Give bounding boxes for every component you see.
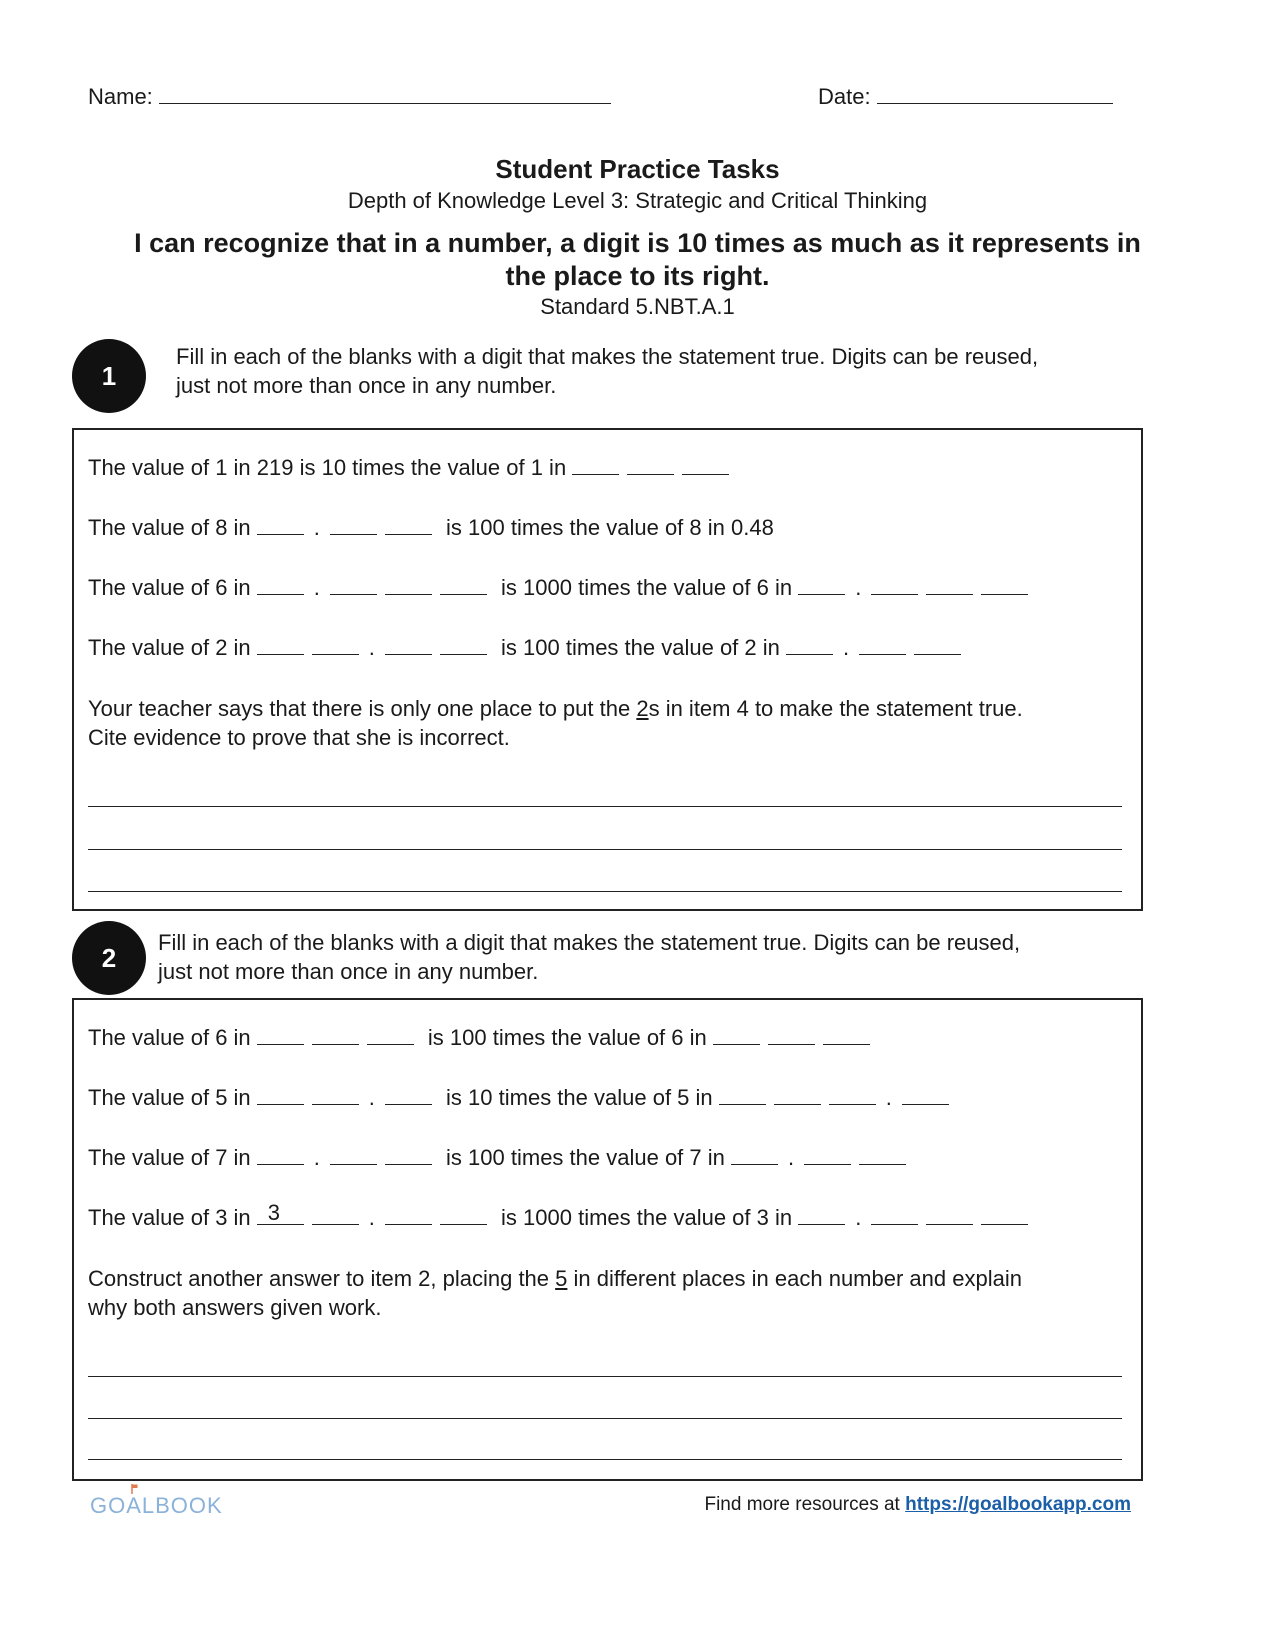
answer-blank[interactable]	[385, 1144, 432, 1165]
answer-blank[interactable]	[859, 1144, 906, 1165]
task-2-item-1-text-a: The value of 6 in	[88, 1025, 251, 1050]
task-1-item-4-text-b: is 100 times the value of 2 in	[501, 635, 780, 660]
answer-blank[interactable]	[823, 1024, 870, 1045]
answer-blank[interactable]	[902, 1084, 949, 1105]
task-1-writing-line[interactable]	[88, 891, 1122, 892]
decimal-point: .	[368, 1085, 375, 1110]
decimal-point: .	[313, 1145, 320, 1170]
task-1-item-3-text-b: is 1000 times the value of 6 in	[501, 575, 793, 600]
task-1-question-post: s in item 4 to make the statement true.	[648, 696, 1023, 721]
task-2-question-pre: Construct another answer to item 2, placing the	[88, 1266, 556, 1291]
task-2-item-4-text-b: is 1000 times the value of 3 in	[501, 1205, 793, 1230]
name-field[interactable]	[88, 84, 611, 110]
answer-blank[interactable]	[713, 1024, 760, 1045]
answer-blank-filled[interactable]	[257, 1200, 304, 1225]
answer-blank[interactable]	[981, 1204, 1028, 1225]
decimal-point: .	[368, 635, 375, 660]
answer-blank[interactable]	[330, 1144, 377, 1165]
task-2-question-line-2: why both answers given work.	[88, 1295, 382, 1320]
objective-line-2: the place to its right.	[505, 261, 770, 291]
decimal-point: .	[843, 635, 850, 660]
task-2-writing-line[interactable]	[88, 1376, 1122, 1377]
task-1-number: 1	[101, 360, 117, 391]
footer-resources	[704, 1494, 1131, 1516]
task-2-item-1-text-b: is 100 times the value of 6 in	[427, 1025, 707, 1050]
decimal-point: .	[313, 515, 320, 540]
task-2-instruction-line-1: Fill in each of the blanks with a digit that makes the statement true. Digits can be reused,	[158, 930, 1021, 955]
answer-blank[interactable]	[257, 1144, 304, 1165]
task-2-item-3-text-b: is 100 times the value of 7 in	[446, 1145, 725, 1170]
answer-blank[interactable]	[440, 574, 487, 595]
answer-blank[interactable]	[627, 454, 674, 475]
answer-blank[interactable]	[719, 1084, 766, 1105]
task-2-item-3-text-a: The value of 7 in	[88, 1145, 251, 1170]
task-2-question	[88, 1264, 1128, 1322]
task-2-instruction-line-2: just not more than once in any number.	[158, 959, 539, 984]
goalbook-link[interactable]: https://goalbookapp.com	[905, 1494, 1131, 1515]
task-1-number-badge	[72, 339, 146, 413]
task-1-writing-line[interactable]	[88, 849, 1122, 850]
task-2-question-digit: 5	[555, 1266, 568, 1291]
decimal-point: .	[313, 575, 320, 600]
flag-icon	[131, 1484, 139, 1494]
answer-blank[interactable]	[385, 1084, 432, 1105]
task-2-item-3	[88, 1144, 914, 1172]
task-2-writing-line[interactable]	[88, 1459, 1122, 1460]
answer-blank[interactable]	[330, 514, 377, 535]
task-2-number-badge	[72, 921, 146, 995]
answer-blank[interactable]	[257, 514, 304, 535]
task-1-question-line-2: Cite evidence to prove that she is incorrect.	[88, 725, 510, 750]
date-blank[interactable]	[877, 85, 1113, 104]
task-2-item-2	[88, 1084, 957, 1112]
answer-blank[interactable]	[312, 1024, 359, 1045]
task-1-question-digit: 2	[636, 696, 649, 721]
answer-blank[interactable]	[731, 1144, 778, 1165]
answer-blank[interactable]	[774, 1084, 821, 1105]
task-1-instruction	[176, 342, 1038, 400]
answer-blank[interactable]	[914, 634, 961, 655]
answer-blank[interactable]	[786, 634, 833, 655]
objective-line-1: I can recognize that in a number, a digit is 10 times as much as it represents in	[134, 228, 1141, 258]
footer-text: Find more resources at	[704, 1494, 906, 1515]
task-1-item-3	[88, 574, 1036, 602]
task-1-item-2-text-a: The value of 8 in	[88, 515, 251, 540]
task-2-writing-line[interactable]	[88, 1418, 1122, 1419]
answer-blank[interactable]	[871, 1204, 918, 1225]
page-subtitle: Depth of Knowledge Level 3: Strategic and Critical Thinking	[347, 188, 928, 213]
standard-label: Standard 5.NBT.A.1	[540, 294, 735, 319]
task-1-instruction-line-1: Fill in each of the blanks with a digit that makes the statement true. Digits can be reused,	[176, 344, 1039, 369]
task-2-question-post: in different places in each number and explain	[567, 1266, 1022, 1291]
task-2-instruction	[158, 928, 1020, 986]
task-1-item-1	[88, 454, 737, 482]
task-2-item-2-text-b: is 10 times the value of 5 in	[446, 1085, 713, 1110]
answer-blank[interactable]	[926, 574, 973, 595]
answer-blank[interactable]	[257, 634, 304, 655]
answer-blank[interactable]	[798, 574, 845, 595]
answer-blank[interactable]	[385, 1204, 432, 1225]
decimal-point: .	[788, 1145, 795, 1170]
task-2-item-4-text-a: The value of 3 in	[88, 1205, 251, 1230]
answer-blank[interactable]	[385, 634, 432, 655]
answer-blank[interactable]	[312, 1084, 359, 1105]
decimal-point: .	[885, 1085, 892, 1110]
task-1-question	[88, 694, 1128, 752]
task-2-number: 2	[101, 942, 117, 973]
date-label: Date:	[818, 84, 871, 109]
name-label: Name:	[88, 84, 153, 109]
task-1-item-2-text-b: is 100 times the value of 8 in 0.48	[446, 515, 774, 540]
answer-blank[interactable]	[804, 1144, 851, 1165]
answer-blank[interactable]	[385, 574, 432, 595]
answer-blank[interactable]	[330, 574, 377, 595]
answer-blank[interactable]	[367, 1024, 414, 1045]
answer-blank[interactable]	[859, 634, 906, 655]
date-field[interactable]	[818, 84, 1113, 110]
answer-blank[interactable]	[981, 574, 1028, 595]
decimal-point: .	[855, 1205, 862, 1230]
goalbook-logo-text: GOALBOOK	[90, 1493, 223, 1518]
task-2-box	[72, 998, 1143, 1481]
task-2-item-2-text-a: The value of 5 in	[88, 1085, 251, 1110]
answer-blank[interactable]	[682, 454, 729, 475]
answer-blank[interactable]	[798, 1204, 845, 1225]
answer-blank[interactable]	[440, 634, 487, 655]
task-2-item-1	[88, 1024, 878, 1052]
name-blank[interactable]	[159, 85, 611, 104]
answer-blank[interactable]	[440, 1204, 487, 1225]
answer-blank[interactable]	[312, 1204, 359, 1225]
task-1-item-4-text-a: The value of 2 in	[88, 635, 251, 660]
answer-blank[interactable]	[572, 454, 619, 475]
task-1-box	[72, 428, 1143, 911]
answer-blank[interactable]	[871, 574, 918, 595]
task-1-item-4	[88, 634, 969, 662]
task-1-item-2	[88, 514, 774, 542]
task-1-instruction-line-2: just not more than once in any number.	[176, 373, 557, 398]
filled-digit: 3	[267, 1200, 281, 1225]
task-1-item-1-text: The value of 1 in 219 is 10 times the value of 1 in	[88, 455, 567, 480]
task-1-item-3-text-a: The value of 6 in	[88, 575, 251, 600]
answer-blank[interactable]	[768, 1024, 815, 1045]
answer-blank[interactable]	[257, 1084, 304, 1105]
answer-blank[interactable]	[385, 514, 432, 535]
decimal-point: .	[855, 575, 862, 600]
answer-blank[interactable]	[257, 1024, 304, 1045]
answer-blank[interactable]	[257, 574, 304, 595]
goalbook-logo	[90, 1493, 223, 1519]
decimal-point: .	[368, 1205, 375, 1230]
task-2-item-4	[88, 1200, 1036, 1232]
page-title: Student Practice Tasks	[495, 154, 780, 184]
answer-blank[interactable]	[829, 1084, 876, 1105]
answer-blank[interactable]	[926, 1204, 973, 1225]
task-1-question-pre: Your teacher says that there is only one place to put the	[88, 696, 637, 721]
answer-blank[interactable]	[312, 634, 359, 655]
task-1-writing-line[interactable]	[88, 806, 1122, 807]
